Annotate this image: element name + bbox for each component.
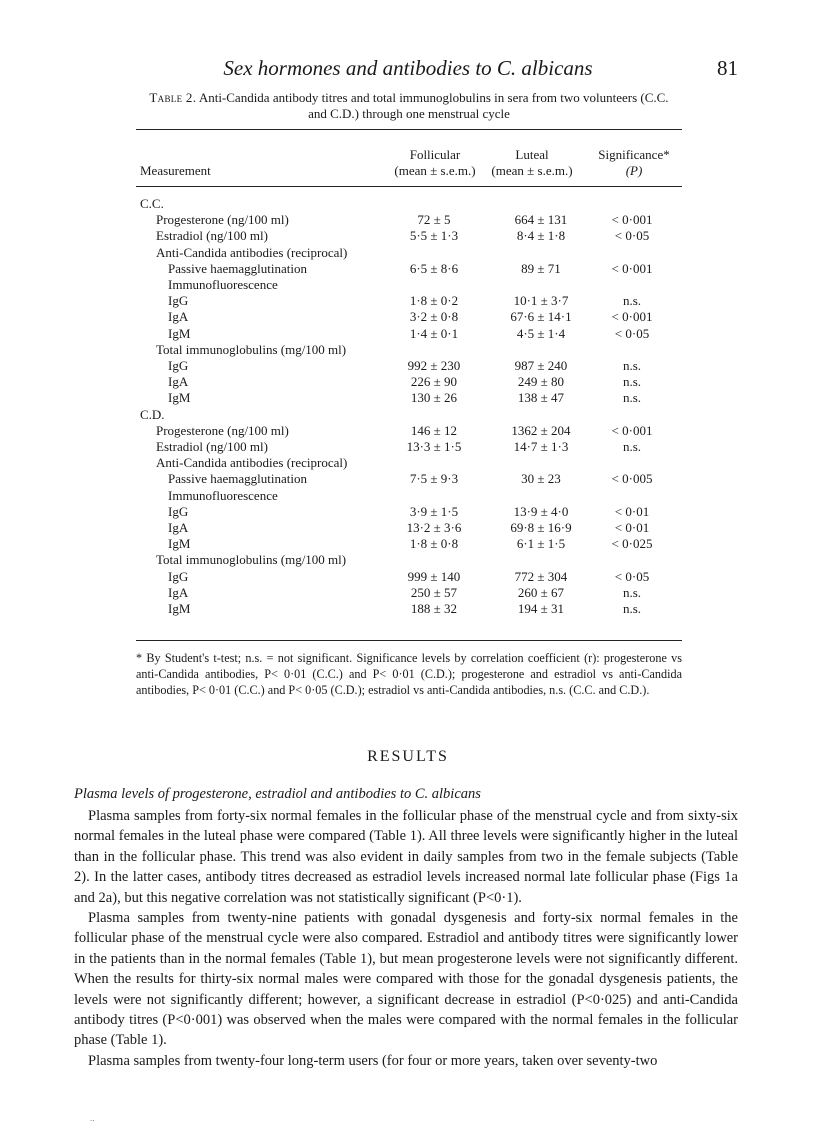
row-label: IgG xyxy=(168,358,189,373)
results-subheading: Plasma levels of progesterone, estradiol and antibodies to C. albicans xyxy=(74,786,481,802)
follicular-value: 13·2 ± 3·6 xyxy=(406,520,462,535)
luteal-value: 13·9 ± 4·0 xyxy=(513,503,569,519)
table-row xyxy=(136,309,682,325)
luteal-value: 1362 ± 204 xyxy=(511,422,571,438)
follicular-value: 130 ± 26 xyxy=(410,390,458,406)
table-row xyxy=(136,293,682,309)
luteal-value: 987 ± 240 xyxy=(514,358,568,373)
table-footnote: * By Student's t-test; n.s. = not significant. Significance levels by correlation coefficient (r): progesterone vs anti-Candida antibodies, P< 0·01 (C.C.) and P< 0·01 (C.D.); progesterone and estradiol vs anti-Candida antibodies, P< 0·01 (C.C.) and P< 0·05 (C.D.); estradiol vs anti-Candida antibodies, n.s. (C.C. and C.D.). xyxy=(136,651,682,698)
significance-value: n.s. xyxy=(622,374,642,390)
significance-value: n.s. xyxy=(622,358,642,373)
header-luteal xyxy=(476,147,588,179)
luteal-value: 69·8 ± 16·9 xyxy=(510,520,572,535)
significance-value: < 0·05 xyxy=(614,228,650,244)
paragraph: Plasma samples from twenty-nine patients with gonadal dysgenesis and forty-six normal females in the follicular phase of the menstrual cycle were also compared. Estradiol and antibody titres were significantly lower in the patients than in the normal females (Table 1), but mean progesterone levels were not significantly different. When the results for thirty-six normal males were compared with those for the gonadal dysgenesis patients, the levels were not significantly different; however, a significant decrease in estradiol (P<0·025) and anti-Candida antibody titres (P<0·001) was observed when the males were compared with the normal females in the follicular phase (Table 1). xyxy=(74,910,738,1049)
luteal-value: 772 ± 304 xyxy=(514,568,568,584)
luteal-value: 6·1 ± 1·5 xyxy=(516,536,566,552)
table-row xyxy=(136,504,682,520)
table-header-rule xyxy=(136,186,682,187)
header-luteal-sub: (mean ± s.e.m.) xyxy=(491,163,573,178)
follicular-value: 6·5 ± 8·6 xyxy=(409,260,459,276)
follicular-value: 1·8 ± 0·2 xyxy=(409,293,459,309)
luteal-value: 89 ± 71 xyxy=(521,260,561,276)
table-row xyxy=(136,228,682,244)
row-label: IgA xyxy=(168,374,189,390)
header-follicular xyxy=(380,147,490,179)
luteal-value: 664 ± 131 xyxy=(514,212,568,228)
table-row xyxy=(136,342,682,358)
table-bottom-rule xyxy=(136,640,682,641)
header-significance-sub: (P) xyxy=(625,163,643,178)
row-label: IgM xyxy=(168,536,191,552)
table-row xyxy=(136,471,682,487)
row-label: IgM xyxy=(168,325,191,341)
table-top-rule xyxy=(136,129,682,130)
table-caption xyxy=(136,90,682,122)
significance-value: < 0·001 xyxy=(611,212,653,228)
table-caption-line1: Anti-Candida antibody titres and total immunoglobulins in sera from two volunteers (C.C. xyxy=(198,90,669,105)
header-significance-title: Significance* xyxy=(598,147,670,162)
table-row xyxy=(136,536,682,552)
running-head-title: Sex hormones and antibodies to C. albicans xyxy=(223,56,593,80)
follicular-value: 250 ± 57 xyxy=(410,584,458,600)
table-caption-line2: and C.D.) through one menstrual cycle xyxy=(308,106,510,121)
table-row xyxy=(136,439,682,455)
follicular-value: 992 ± 230 xyxy=(407,358,461,373)
row-label: Estradiol (ng/100 ml) xyxy=(156,439,268,454)
row-label: Immunofluorescence xyxy=(168,487,278,503)
row-label: C.D. xyxy=(140,406,165,422)
row-label: Immunofluorescence xyxy=(168,277,278,292)
table-row xyxy=(136,261,682,277)
row-label: Progesterone (ng/100 ml) xyxy=(156,212,289,228)
row-label: IgG xyxy=(168,293,189,309)
table-label: Table 2. xyxy=(149,90,197,105)
significance-value: < 0·05 xyxy=(614,325,650,341)
follicular-value: 13·3 ± 1·5 xyxy=(406,439,462,454)
row-label: Anti-Candida antibodies (reciprocal) xyxy=(156,455,348,471)
header-follicular-title: Follicular xyxy=(409,147,461,162)
row-label: IgM xyxy=(168,601,191,616)
luteal-value: 8·4 ± 1·8 xyxy=(516,228,566,244)
luteal-value: 194 ± 31 xyxy=(517,601,565,616)
row-label: IgA xyxy=(168,520,189,535)
row-label: Anti-Candida antibodies (reciprocal) xyxy=(156,244,348,260)
table-row xyxy=(136,520,682,536)
significance-value: n.s. xyxy=(622,293,642,309)
row-label: Passive haemagglutination xyxy=(168,260,308,276)
follicular-value: 3·2 ± 0·8 xyxy=(409,309,459,325)
table-row xyxy=(136,374,682,390)
significance-value: < 0·001 xyxy=(611,309,653,325)
results-heading: RESULTS xyxy=(367,748,449,765)
header-luteal-title: Luteal xyxy=(515,147,549,162)
luteal-value: 138 ± 47 xyxy=(517,390,565,406)
row-label: IgA xyxy=(168,584,189,600)
header-measurement: Measurement xyxy=(140,163,211,178)
significance-value: n.s. xyxy=(622,439,642,454)
follicular-value: 999 ± 140 xyxy=(407,568,461,584)
row-label: Total immunoglobulins (mg/100 ml) xyxy=(156,341,347,357)
significance-value: < 0·05 xyxy=(614,568,650,584)
header-significance xyxy=(586,147,682,179)
table-row xyxy=(136,569,682,585)
luteal-value: 249 ± 80 xyxy=(517,374,565,390)
significance-value: < 0·025 xyxy=(611,536,653,552)
table-row xyxy=(136,552,682,568)
table-row xyxy=(136,601,682,617)
table-row xyxy=(136,585,682,601)
significance-value: < 0·001 xyxy=(611,422,653,438)
running-head xyxy=(0,56,816,82)
follicular-value: 5·5 ± 1·3 xyxy=(409,228,459,244)
row-label: Passive haemagglutination xyxy=(168,471,308,487)
luteal-value: 67·6 ± 14·1 xyxy=(510,309,572,325)
luteal-value: 260 ± 67 xyxy=(517,584,565,600)
follicular-value: 72 ± 5 xyxy=(417,212,451,228)
table-row xyxy=(136,277,682,293)
significance-value: n.s. xyxy=(622,584,642,600)
significance-value: n.s. xyxy=(622,390,642,406)
table-row xyxy=(136,212,682,228)
row-label: Estradiol (ng/100 ml) xyxy=(156,228,268,244)
significance-value: < 0·001 xyxy=(611,260,653,276)
row-label: Progesterone (ng/100 ml) xyxy=(156,422,289,438)
paragraph: Plasma samples from twenty-four long-term users (for four or more years, taken over seventy-two xyxy=(88,1052,658,1069)
table-row xyxy=(136,488,682,504)
follicular-value: 1·8 ± 0·8 xyxy=(409,536,459,552)
paragraph: Plasma samples from forty-six normal females in the follicular phase of the menstrual cycle and from sixty-six normal females in the luteal phase were compared (Table 1). All three levels were significantly higher in the luteal than in the follicular phase. This trend was also evident in daily samples from two in the female subjects (Table 2). In the latter cases, antibody titres decreased as estradiol levels increased normal late follicular phase (Figs 1a and 2a), but this negative correlation was not statistically significant (P<0·1). xyxy=(74,808,738,906)
luteal-value: 4·5 ± 1·4 xyxy=(516,325,566,341)
table-row xyxy=(136,326,682,342)
significance-value: < 0·01 xyxy=(614,520,650,535)
significance-value: n.s. xyxy=(622,601,642,616)
results-body xyxy=(74,806,738,1071)
follicular-value: 188 ± 32 xyxy=(410,601,458,616)
row-label: IgG xyxy=(168,568,189,584)
page-mark: .. xyxy=(90,1113,95,1123)
follicular-value: 146 ± 12 xyxy=(410,422,458,438)
table-row xyxy=(136,455,682,471)
row-label: IgA xyxy=(168,309,189,325)
significance-value: < 0·005 xyxy=(611,471,653,487)
header-follicular-sub: (mean ± s.e.m.) xyxy=(394,163,476,178)
page-number: 81 xyxy=(717,56,738,80)
follicular-value: 3·9 ± 1·5 xyxy=(409,503,459,519)
row-label: Total immunoglobulins (mg/100 ml) xyxy=(156,552,347,568)
follicular-value: 226 ± 90 xyxy=(410,374,458,390)
table-row xyxy=(136,390,682,406)
follicular-value: 1·4 ± 0·1 xyxy=(409,325,459,341)
table-row xyxy=(136,423,682,439)
table-row xyxy=(136,358,682,374)
follicular-value: 7·5 ± 9·3 xyxy=(409,471,459,487)
luteal-value: 30 ± 23 xyxy=(521,471,561,487)
luteal-value: 10·1 ± 3·7 xyxy=(513,293,569,309)
table-row xyxy=(136,407,682,423)
row-label: IgM xyxy=(168,390,191,406)
luteal-value: 14·7 ± 1·3 xyxy=(513,439,569,454)
significance-value: < 0·01 xyxy=(614,503,650,519)
row-label: IgG xyxy=(168,503,189,519)
row-label: C.C. xyxy=(140,196,164,211)
table-row xyxy=(136,196,682,212)
table-row xyxy=(136,245,682,261)
